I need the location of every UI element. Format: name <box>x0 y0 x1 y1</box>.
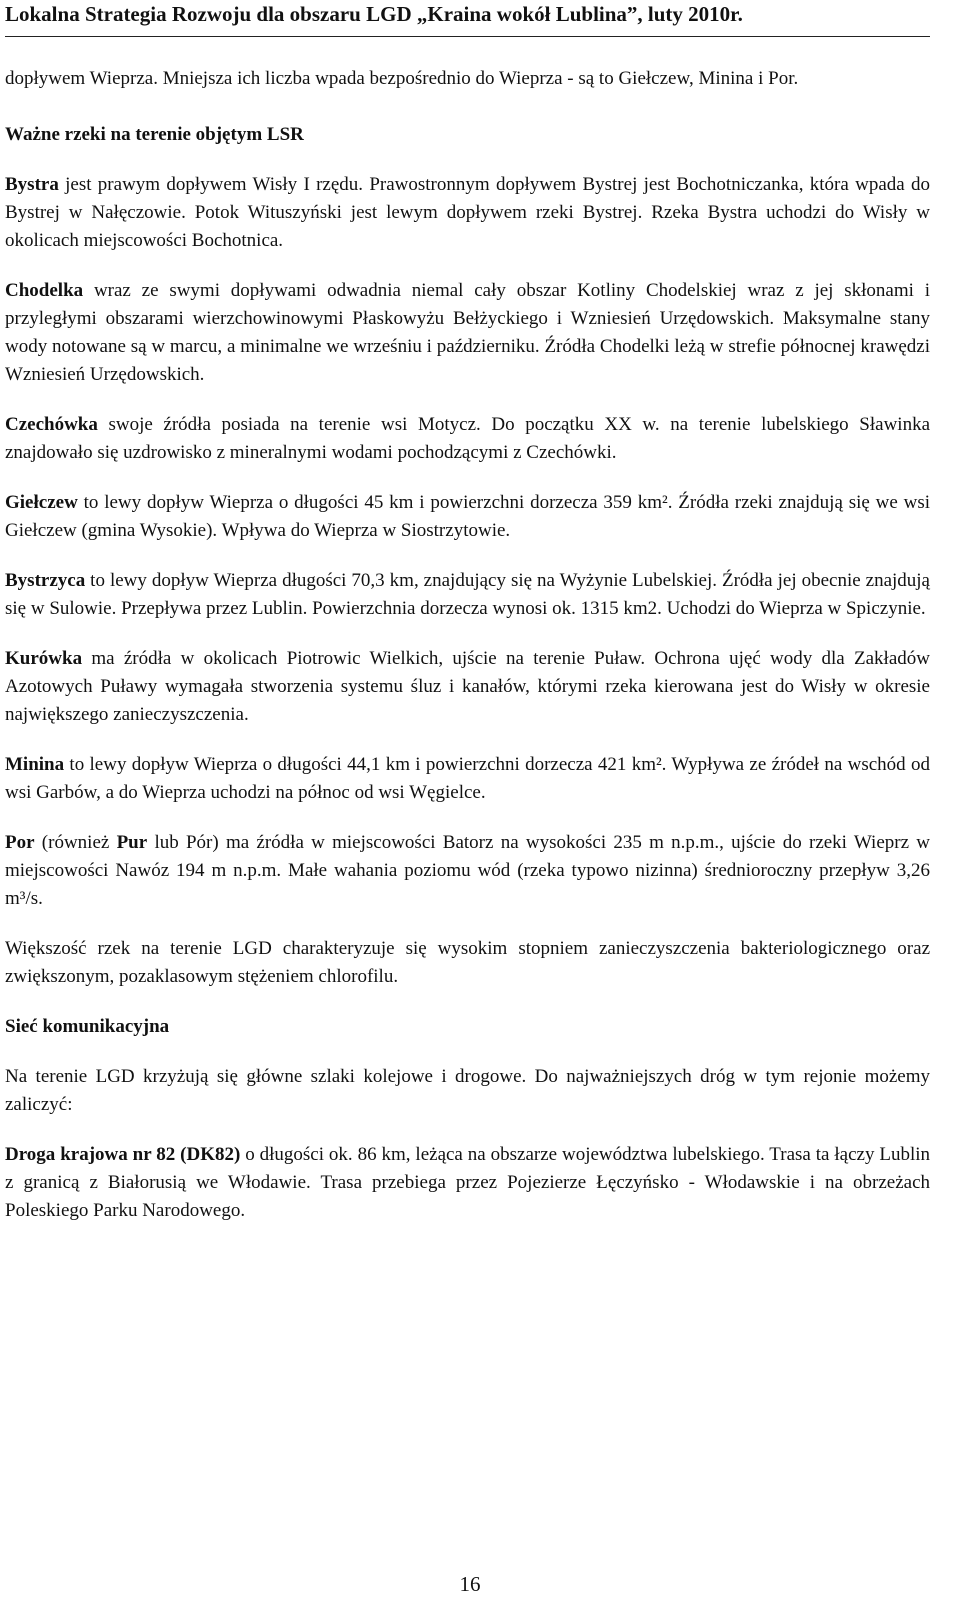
river-description: jest prawym dopływem Wisły I rzędu. Prawostronnym dopływem Bystrej jest Bochotniczanka, która wpada do Bystrej w Nałęczowie. Potok Wituszyński jest lewym dopływem rzeki Bystrej. Rzeka Bystra uchodzi do Wisły w okolicach miejscowości Bochotnica. <box>5 174 930 251</box>
document-page <box>5 0 930 1613</box>
river-description: to lewy dopływ Wieprza długości 70,3 km, znajdujący się na Wyżynie Lubelskiej. Źródła jej obecnie znajdują się w Sulowie. Przepływa przez Lublin. Powierzchnia dorzecza wynosi ok. 1315 km2. Uchodzi do Wieprza w Spiczynie. <box>5 570 930 619</box>
river-description-part: lub Pór) ma źródła w miejscowości Batorz na wysokości 235 m n.p.m., ujście do rzeki Wieprz w miejscowości Nawóz 194 m n.p.m. Małe wahania poziomu wód (rzeka typowo nizinna) średnioroczny przepływ 3,26 m³/s. <box>5 832 930 909</box>
river-paragraph-czechowka <box>5 411 930 467</box>
pollution-paragraph: Większość rzek na terenie LGD charakteryzuje się wysokim stopniem zanieczyszczenia bakteriologicznego oraz zwiększonym, pozaklasowym stężeniem chlorofilu. <box>5 938 930 987</box>
river-paragraph-bystra <box>5 171 930 255</box>
river-description-part: (również <box>34 832 117 853</box>
river-description: to lewy dopływ Wieprza o długości 45 km i powierzchni dorzecza 359 km². Źródła rzeki znajdują się we wsi Giełczew (gmina Wysokie). Wpływa do Wieprza w Siostrzytowie. <box>5 492 930 541</box>
road-paragraph <box>5 1141 930 1225</box>
river-description: ma źródła w okolicach Piotrowic Wielkich, ujście na terenie Puław. Ochrona ujęć wody dla Zakładów Azotowych Puławy wymagała stworzenia systemu śluz i kanałów, którymi rzeka kierowana jest do Wisły w okresie największego zanieczyszczenia. <box>5 648 930 725</box>
transport-heading: Sieć komunikacyjna <box>5 1016 170 1037</box>
river-description: wraz ze swymi dopływami odwadnia niemal cały obszar Kotliny Chodelskiej wraz z jej skłonami i przyległymi obszarami wierzchowinowymi Płaskowyżu Bełżyckiego i Wzniesień Urzędowskich. Maksymalne stany wody notowane są w marcu, a minimalne we wrześniu i październiku. Źródła Chodelki leżą w strefie północnej krawędzi Wzniesień Urzędowskich. <box>5 280 930 385</box>
river-paragraph-kurowka <box>5 645 930 729</box>
road-description: o długości ok. 86 km, leżąca na obszarze województwa lubelskiego. Trasa ta łączy Lublin z granicą z Białorusią we Włodawie. Trasa przebiega przez Pojezierze Łęczyńsko - Włodawskie i na obrzeżach Poleskiego Parku Narodowego. <box>5 1144 931 1221</box>
river-alt-name: Pur <box>116 832 148 853</box>
rivers-heading: Ważne rzeki na terenie objętym LSR <box>5 124 304 145</box>
running-header: Lokalna Strategia Rozwoju dla obszaru LGD „Kraina wokół Lublina”, luty 2010r. <box>5 0 930 37</box>
page-content <box>5 37 930 1225</box>
river-paragraph-bystrzyca <box>5 567 930 623</box>
river-paragraph-minina <box>5 751 930 807</box>
river-paragraph-gielczew <box>5 489 930 545</box>
page-number: 16 <box>459 1572 481 1596</box>
river-paragraph-por <box>5 829 930 913</box>
river-description: swoje źródła posiada na terenie wsi Motycz. Do początku XX w. na terenie lubelskiego Sławinka znajdowało się uzdrowisko z mineralnymi wodami pochodzącymi z Czechówki. <box>5 414 930 463</box>
river-name: Minina <box>5 754 65 775</box>
river-name: Por <box>5 832 35 853</box>
river-description: to lewy dopływ Wieprza o długości 44,1 km i powierzchni dorzecza 421 km². Wypływa ze źródeł na wschód od wsi Garbów, a do Wieprza uchodzi na północ od wsi Węgielce. <box>5 754 930 803</box>
river-name: Bystra <box>5 174 59 195</box>
road-name: Droga krajowa nr 82 (DK82) <box>5 1144 241 1165</box>
river-name: Giełczew <box>5 492 78 513</box>
intro-paragraph: dopływem Wieprza. Mniejsza ich liczba wpada bezpośrednio do Wieprza - są to Giełczew, Minina i Por. <box>5 68 799 89</box>
transport-intro-paragraph: Na terenie LGD krzyżują się główne szlaki kolejowe i drogowe. Do najważniejszych dróg w tym rejonie możemy zaliczyć: <box>5 1066 930 1115</box>
river-paragraph-chodelka <box>5 277 930 389</box>
river-name: Bystrzyca <box>5 570 86 591</box>
river-name: Czechówka <box>5 414 98 435</box>
river-name: Chodelka <box>5 280 84 301</box>
river-name: Kurówka <box>5 648 83 669</box>
